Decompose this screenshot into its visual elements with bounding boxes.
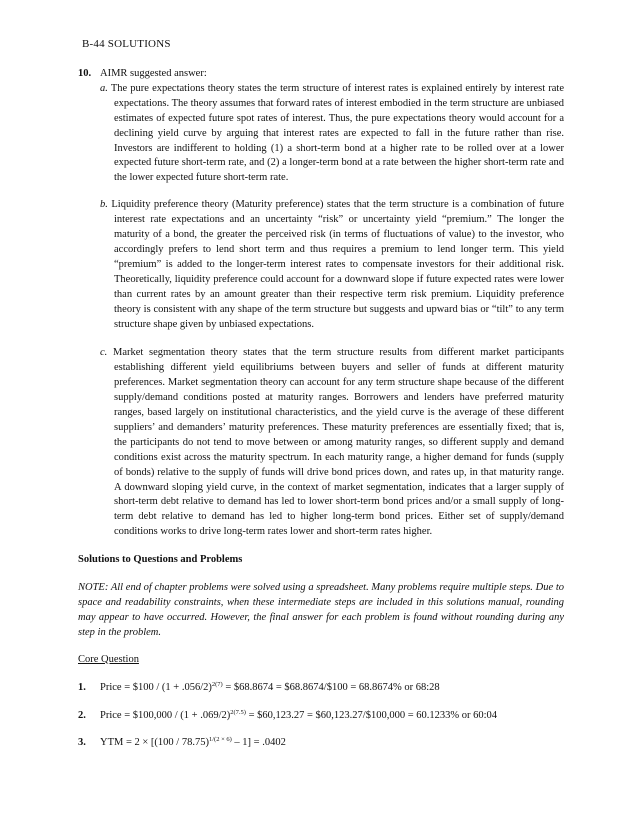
answer-part-b (100, 198, 564, 332)
page-content (78, 67, 564, 751)
part-a-text: The pure expectations theory states the term structure of interest rates is explained entirely by interest rate expectations. The theory assumes that forward rates of interest embodied in the term structure are unbiased estimates of expected future spot rates of interest. Thus, the pure expectations theory would account for a declining yield curve by arguing that interest rates are expected to fall in the future rather than rise. Investors are indifferent to holding (1) a short-term bond at a higher rate to be rolled over at a lower expected future short-term rate, and (2) a longer-term bond at a rate between the higher short-term rate and the lower expected future short-term rate. (110, 82, 564, 184)
problem-number: 3. (78, 737, 86, 749)
problem-3 (78, 736, 564, 751)
exponent: 1/(2 × 6) (208, 736, 232, 744)
problem-number: 2. (78, 709, 86, 721)
problem-number: 1. (78, 681, 86, 693)
part-c-label: c. (100, 347, 108, 359)
solutions-heading: Solutions to Questions and Problems (78, 554, 243, 566)
problem-1 (78, 681, 564, 696)
problem-2 (78, 709, 564, 724)
question-number: 10. (78, 68, 92, 79)
exponent: 2(7.5) (230, 708, 246, 716)
part-b-text: Liquidity preference theory (Maturity preference) states that the term structure is a combination of future interest rate expectations and an uncertainty “risk” or uncertainty yield “premium.” The longer the maturity of a bond, the greater the perceived risk (in terms of fluctuations of value) to the investor, who accordingly prefers to lend short term and thus requires a premium to lend longer term. This yield “premium” is added to the longer-term interest rates to compensate investors for their additional risk. Theoretically, liquidity preference could account for a downward slope if future expected rates were lower than current rates by an amount greater than their respective term risk premium. Liquidity preference theory is consistent with any shape of the term structure but suggests and upward bias or “tilt” to any term structure shape given by unbiased expectations. (111, 199, 565, 330)
answer-part-a (100, 82, 564, 186)
page-header: B-44 SOLUTIONS (82, 38, 171, 50)
answer-part-c (100, 346, 564, 540)
part-a-label: a. (100, 82, 108, 94)
problem-formula-start: YTM = 2 × [(100 / 78.75) (100, 737, 209, 749)
part-c-text: Market segmentation theory states that the term structure results from different market participants establishing different yield equilibriums between buyers and seller of funds at different maturity preferences. Market segmentation theory can account for any term structure shape because of the different supply/demand conditions posted at maturity ranges. Borrowers and lenders have preferred maturity ranges, based largely on institutional characteristics, and the yield curve is the average of these different suppliers’ and demanders’ maturity preferences. These maturity preferences are essentially fixed; that is, the participants do not tend to move between or among maturity ranges, so different supply and demand conditions exist across the maturity spectrum. In each maturity range, a higher demand for funds (supply of bonds) relative to the supply of funds will drive bond prices down, and rates up, in that maturity range. A downward sloping yield curve, in the context of market segmentation, indicates that a larger supply of short-term debt relative to demand has led to lower short-term bond prices and/or a small supply of long-term debt relative to demand has led to higher long-term bond prices. Either set of supply/demand conditions works to drive long-term rates lower and short-term rates higher. (112, 347, 565, 538)
spreadsheet-note: NOTE: All end of chapter problems were solved using a spreadsheet. Many problems require multiple steps. Due to space and readability constraints, when these intermediate steps are included in this solutions manual, rounding may appear to have occurred. However, the final answer for each problem is found without rounding during any step in the problem. (78, 582, 564, 638)
core-question-heading: Core Question (78, 653, 139, 665)
problem-formula-start: Price = $100 / (1 + .056/2) (100, 681, 212, 693)
question-10 (78, 67, 564, 540)
problem-formula-end: = $60,123.27 = $60,123.27/$100,000 = 60.1233% or 60:04 (245, 709, 498, 721)
problem-formula-start: Price = $100,000 / (1 + .069/2) (100, 709, 231, 721)
question-intro: AIMR suggested answer: (100, 68, 207, 79)
exponent: 2(7) (211, 680, 223, 688)
problem-formula-end: – 1] = .0402 (231, 737, 286, 749)
part-b-label: b. (100, 199, 108, 211)
problem-formula-end: = $68.8674 = $68.8674/$100 = 68.8674% or 68:28 (222, 681, 440, 693)
